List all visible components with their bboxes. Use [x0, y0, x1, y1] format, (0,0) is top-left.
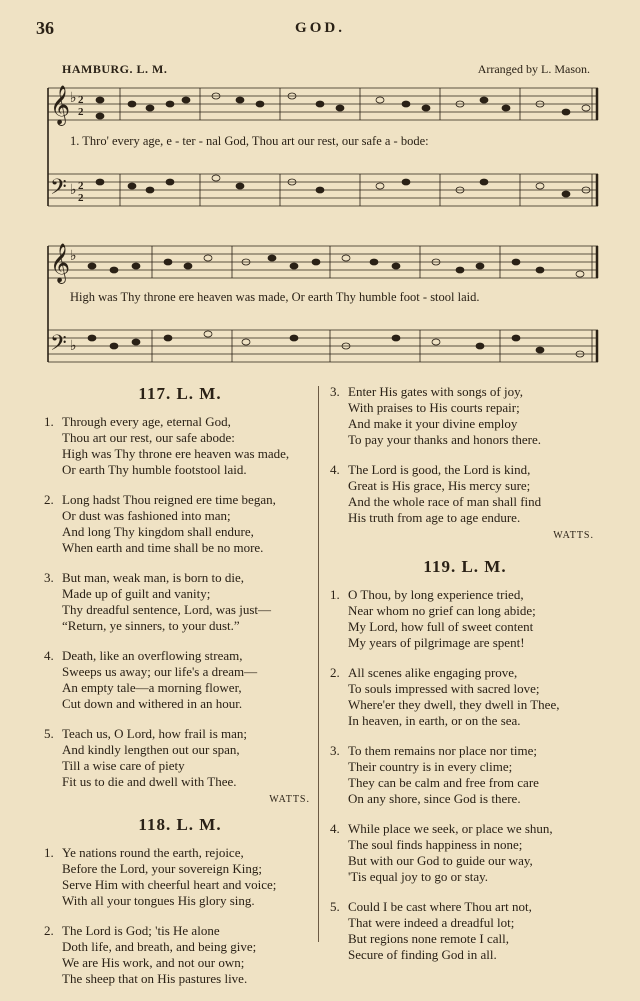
- hymn-119-stanza-2: [330, 665, 600, 729]
- stanza-line: The sheep that on His pastures live.: [62, 971, 248, 986]
- hymn-title-119: 119. L. M.: [423, 557, 507, 576]
- hymn-118-stanza-4: [330, 462, 600, 526]
- hymn-119-stanza-4: [330, 821, 600, 885]
- svg-text:𝄢: 𝄢: [50, 175, 67, 205]
- hymn-119-stanza-1: [330, 587, 600, 651]
- stanza-number: 1.: [44, 845, 54, 860]
- stanza-line: 'Tis equal joy to go or stay.: [348, 869, 489, 884]
- stanza-line: My years of pilgrimage are spent!: [348, 635, 525, 650]
- hymn-117-stanza-1: [44, 414, 316, 478]
- stanza-line: Secure of finding God in all.: [348, 947, 497, 962]
- stanza-line: O Thou, by long experience tried,: [348, 587, 524, 602]
- svg-text:2: 2: [78, 94, 84, 106]
- author-credit-118: WATTS.: [553, 530, 594, 541]
- music-system-1: [40, 76, 602, 226]
- stanza-line: And make it your divine employ: [348, 416, 518, 431]
- stanza-line: Through every age, eternal God,: [62, 414, 231, 429]
- stanza-line: Long hadst Thou reigned ere time began,: [62, 492, 276, 507]
- svg-text:♭: ♭: [70, 248, 77, 264]
- stanza-number: 4.: [44, 648, 54, 663]
- svg-text:𝄞: 𝄞: [50, 243, 71, 283]
- stanza-line: Cut down and withered in an hour.: [62, 696, 243, 711]
- stanza-line: All scenes alike engaging prove,: [348, 665, 518, 680]
- stanza-line: But with our God to guide our way,: [348, 853, 533, 868]
- hymn-117-stanza-4: [44, 648, 316, 712]
- stanza-line: High was Thy throne ere heaven was made,: [62, 446, 290, 461]
- stanza-line: The Lord is good, the Lord is kind,: [348, 462, 531, 477]
- stanza-number: 1.: [330, 587, 340, 602]
- stanza-line: Their country is in every clime;: [348, 759, 513, 774]
- svg-text:2: 2: [78, 192, 84, 204]
- stanza-line: The Lord is God; 'tis He alone: [62, 923, 220, 938]
- stanza-line: On any shore, since God is there.: [348, 791, 521, 806]
- stanza-number: 2.: [44, 923, 54, 938]
- svg-text:2: 2: [78, 180, 84, 192]
- stanza-line: With praises to His courts repair;: [348, 400, 520, 415]
- stanza-line: We are His work, and not our own;: [62, 955, 245, 970]
- page-header: [36, 18, 604, 40]
- stanza-line: Near whom no grief can long abide;: [348, 603, 536, 618]
- svg-text:𝄞: 𝄞: [50, 85, 71, 125]
- stanza-number: 1.: [44, 414, 54, 429]
- stanza-line: But regions none remote I call,: [348, 931, 510, 946]
- column-divider: [318, 386, 319, 942]
- stanza-line: To souls impressed with sacred love;: [348, 681, 540, 696]
- stanza-line: Could I be cast where Thou art not,: [348, 899, 532, 914]
- stanza-line: Teach us, O Lord, how frail is man;: [62, 726, 248, 741]
- hymn-118-stanza-3: [330, 384, 600, 448]
- stanza-line: Sweeps us away; our life's a dream—: [62, 664, 258, 679]
- stanza-line: And long Thy kingdom shall endure,: [62, 524, 254, 539]
- left-column: [44, 384, 316, 1001]
- stanza-line: When earth and time shall be no more.: [62, 540, 264, 555]
- svg-text:♭: ♭: [70, 338, 77, 354]
- music-system-2: [40, 234, 602, 374]
- stanza-line: Doth life, and breath, and being give;: [62, 939, 257, 954]
- stanza-number: 4.: [330, 462, 340, 477]
- stanza-line: With all your tongues His glory sing.: [62, 893, 255, 908]
- hymn-title-117: 117. L. M.: [138, 384, 222, 403]
- stanza-line: Great is His grace, His mercy sure;: [348, 478, 531, 493]
- author-credit-117: WATTS.: [269, 794, 310, 805]
- stanza-line: Ye nations round the earth, rejoice,: [62, 845, 244, 860]
- page-number: 36: [36, 18, 54, 38]
- stanza-number: 2.: [330, 665, 340, 680]
- hymn-117-stanza-5: [44, 726, 316, 790]
- tune-name: HAMBURG. L. M.: [62, 62, 168, 76]
- stanza-line: Before the Lord, your sovereign King;: [62, 861, 263, 876]
- stanza-line: To them remains nor place nor time;: [348, 743, 537, 758]
- stanza-line: In heaven, in earth, or on the sea.: [348, 713, 521, 728]
- hymn-119-stanza-5: [330, 899, 600, 963]
- music-staves-1: [40, 76, 602, 226]
- hymn-118-stanza-1: [44, 845, 316, 909]
- hymn-117-stanza-3: [44, 570, 316, 634]
- stanza-line: Or earth Thy humble footstool laid.: [62, 462, 247, 477]
- stanza-line: Or dust was fashioned into man;: [62, 508, 231, 523]
- hymn-117-stanza-2: [44, 492, 316, 556]
- right-column: [330, 384, 600, 977]
- stanza-line: Till a wise care of piety: [62, 758, 185, 773]
- hymn-119-stanza-3: [330, 743, 600, 807]
- stanza-number: 4.: [330, 821, 340, 836]
- svg-text:𝄢: 𝄢: [50, 331, 67, 361]
- lyrics-line-2: High was Thy throne ere heaven was made, Or earth Thy humble foot - stool laid.: [70, 290, 480, 304]
- stanza-line: His truth from age to age endure.: [348, 510, 521, 525]
- stanza-line: Thou art our rest, our safe abode:: [62, 430, 235, 445]
- lyrics-line-1: 1. Thro' every age, e - ter - nal God, Thou art our rest, our safe a - bode:: [70, 134, 429, 148]
- stanza-line: To pay your thanks and honors there.: [348, 432, 541, 447]
- hymn-118-stanza-2: [44, 923, 316, 987]
- stanza-line: My Lord, how full of sweet content: [348, 619, 534, 634]
- stanza-line: Made up of guilt and vanity;: [62, 586, 211, 601]
- stanza-line: And the whole race of man shall find: [348, 494, 542, 509]
- stanza-line: Where'er they dwell, they dwell in Thee,: [348, 697, 560, 712]
- stanza-line: While place we seek, or place we shun,: [348, 821, 553, 836]
- stanza-number: 3.: [44, 570, 54, 585]
- stanza-number: 2.: [44, 492, 54, 507]
- svg-text:2: 2: [78, 106, 84, 118]
- arranger-credit: Arranged by L. Mason.: [477, 62, 590, 76]
- stanza-line: An empty tale—a morning flower,: [62, 680, 242, 695]
- stanza-number: 3.: [330, 743, 340, 758]
- stanza-line: The soul finds happiness in none;: [348, 837, 523, 852]
- stanza-number: 5.: [44, 726, 54, 741]
- stanza-line: Serve Him with cheerful heart and voice;: [62, 877, 277, 892]
- stanza-line: Fit us to die and dwell with Thee.: [62, 774, 237, 789]
- svg-text:♭: ♭: [70, 182, 77, 198]
- stanza-line: They can be calm and free from care: [348, 775, 539, 790]
- stanza-line: Thy dreadful sentence, Lord, was just—: [62, 602, 272, 617]
- hymn-title-118: 118. L. M.: [138, 815, 222, 834]
- stanza-line: And kindly lengthen out our span,: [62, 742, 240, 757]
- stanza-number: 5.: [330, 899, 340, 914]
- stanza-line: “Return, ye sinners, to your dust.”: [62, 618, 240, 633]
- stanza-line: But man, weak man, is born to die,: [62, 570, 244, 585]
- svg-text:♭: ♭: [70, 90, 77, 106]
- stanza-number: 3.: [330, 384, 340, 399]
- stanza-line: Death, like an overflowing stream,: [62, 648, 243, 663]
- stanza-line: Enter His gates with songs of joy,: [348, 384, 523, 399]
- running-title: GOD.: [295, 20, 345, 36]
- stanza-line: That were indeed a dreadful lot;: [348, 915, 515, 930]
